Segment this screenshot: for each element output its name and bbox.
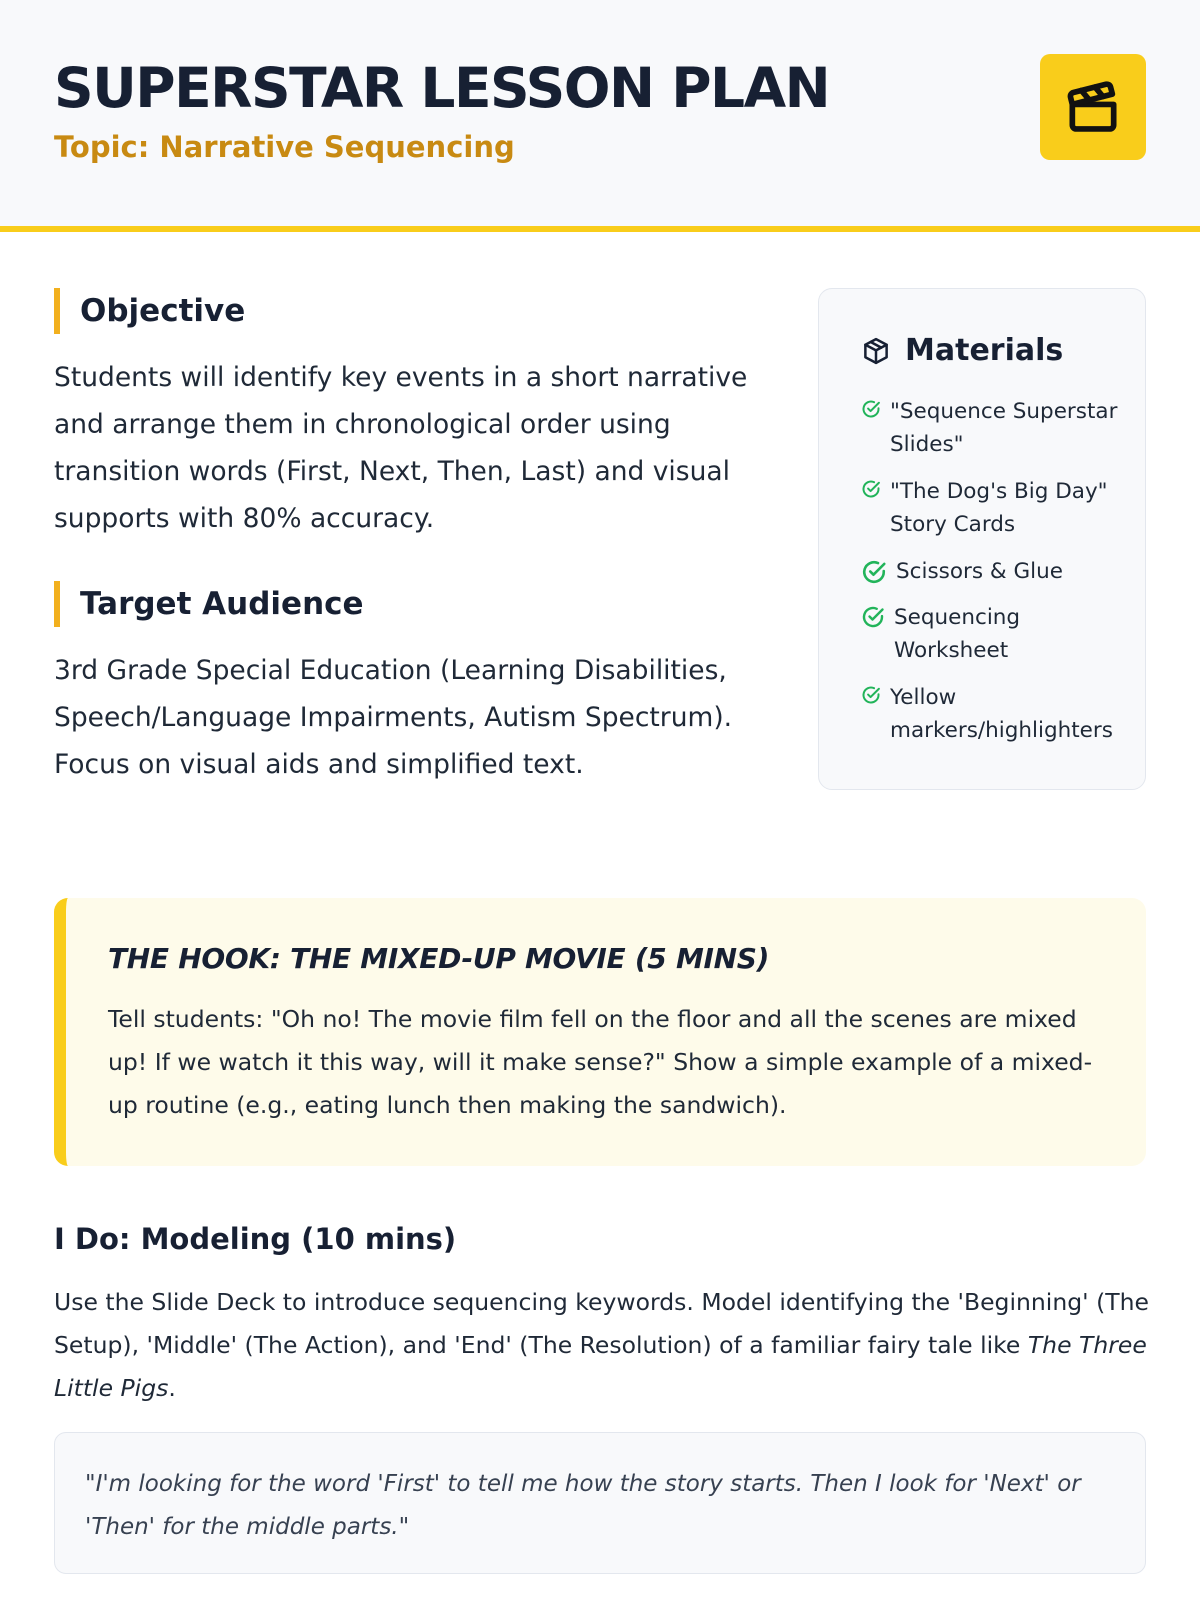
clapperboard-icon bbox=[1062, 76, 1124, 138]
i-do-text bbox=[54, 1281, 1150, 1410]
quote-text: "I'm looking for the word 'First' to tell me how the story starts. Then I look for 'Next' or 'Then' for the middle parts." bbox=[85, 1471, 1081, 1540]
materials-item-label: Scissors & Glue bbox=[896, 559, 1063, 584]
materials-item-label: "Sequence Superstar Slides" bbox=[890, 399, 1118, 457]
modeling-quote bbox=[54, 1432, 1146, 1574]
header bbox=[0, 0, 1200, 232]
page-title: SUPERSTAR LESSON PLAN bbox=[54, 56, 830, 120]
check-circle-icon bbox=[861, 685, 881, 705]
package-icon bbox=[861, 336, 891, 366]
materials-item bbox=[861, 555, 1132, 588]
materials-item-label: Yellow markers/highlighters bbox=[890, 685, 1113, 743]
check-circle-icon bbox=[861, 559, 887, 585]
story-title: The Three Little Pigs bbox=[54, 1331, 1147, 1402]
logo-badge bbox=[1040, 54, 1146, 160]
objective-heading: Objective bbox=[54, 288, 245, 334]
materials-item bbox=[861, 475, 1126, 541]
objective-text: Students will identify key events in a short narrative and arrange them in chronological order using transition words (First, Next, Then, Last) and visual supports with 80% accuracy. bbox=[54, 362, 748, 534]
materials-heading bbox=[861, 333, 1063, 368]
materials-item-label: Sequencing Worksheet bbox=[894, 605, 1021, 663]
i-do-text-start: Use the Slide Deck to introduce sequencing keywords. Model identifying the 'Beginning' (The Setup), 'Middle' (The Action), and 'End' (The Resolution) of a familiar fairy tale like bbox=[54, 1288, 1149, 1359]
materials-item bbox=[861, 395, 1126, 461]
check-circle-icon bbox=[861, 605, 885, 629]
audience-heading: Target Audience bbox=[54, 581, 364, 627]
i-do-text-end: . bbox=[168, 1374, 176, 1402]
materials-item bbox=[861, 601, 1130, 667]
check-circle-icon bbox=[861, 399, 881, 419]
materials-card bbox=[818, 288, 1146, 790]
page-subtitle: Topic: Narrative Sequencing bbox=[54, 130, 515, 164]
materials-heading-label: Materials bbox=[905, 333, 1064, 368]
hook-title: THE HOOK: THE MIXED-UP MOVIE (5 MINS) bbox=[108, 942, 770, 975]
check-circle-icon bbox=[861, 479, 881, 499]
i-do-heading: I Do: Modeling (10 mins) bbox=[54, 1222, 457, 1256]
materials-item bbox=[861, 681, 1126, 747]
hook-callout bbox=[54, 898, 1146, 1166]
audience-text: 3rd Grade Special Education (Learning Disabilities, Speech/Language Impairments, Autism Spectrum). Focus on visual aids and simplified text. bbox=[54, 655, 733, 780]
hook-text: Tell students: "Oh no! The movie film fell on the floor and all the scenes are mixed up! If we watch it this way, will it make sense?" Show a simple example of a mixed-up routine (e.g., eating lunch then making the sandwich). bbox=[108, 1005, 1093, 1119]
materials-item-label: "The Dog's Big Day" Story Cards bbox=[890, 479, 1108, 537]
